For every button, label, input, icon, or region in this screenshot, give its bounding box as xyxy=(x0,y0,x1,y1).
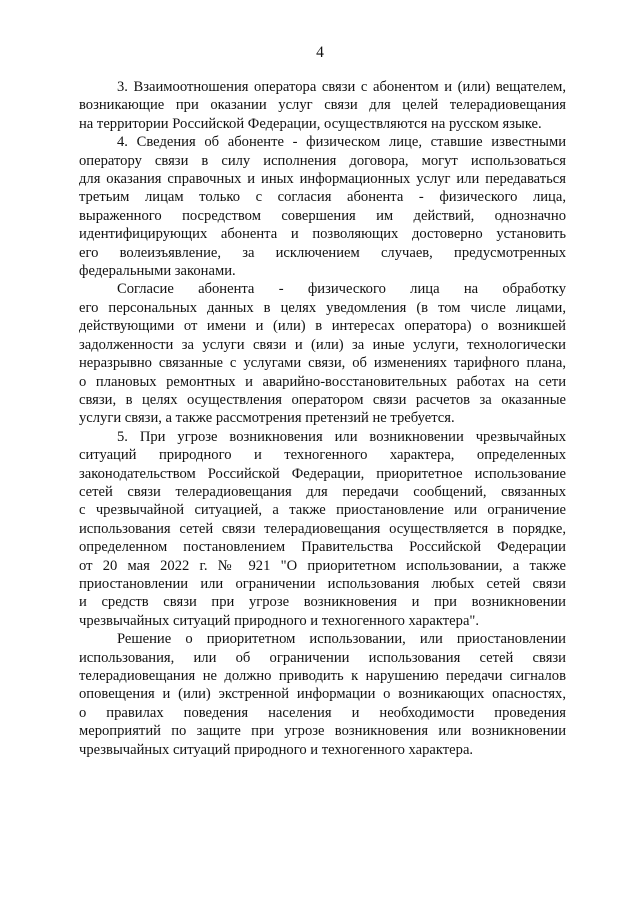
paragraph-line: выраженного посредством совершения им действий, однозначно xyxy=(79,207,566,224)
paragraph-3-communication-language xyxy=(79,78,566,133)
paragraph-line: действующими от имени и (или) в интересах оператора) о возникшей xyxy=(79,318,566,335)
paragraph-line: 3. Взаимоотношения оператора связи с абонентом и (или) вещателем, xyxy=(117,79,566,95)
paragraph-line: с чрезвычайной ситуацией, а также приостановление или ограничение xyxy=(79,502,566,519)
paragraph-line: 4. Сведения об абоненте - физическом лице, ставшие известными xyxy=(117,134,566,151)
paragraph-5-emergency-situations xyxy=(79,428,566,630)
paragraph-line: возникающие при оказании услуг связи для целей телерадиовещания xyxy=(79,97,566,114)
paragraph-line: задолженности за услуги связи и (или) за иные услуги, технологически xyxy=(79,336,566,353)
paragraph-line: приостановлении или ограничении использования любых сетей связи xyxy=(79,575,566,592)
paragraph-line: телерадиовещания не должно приводить к нарушению передачи сигналов xyxy=(79,668,566,684)
document-body xyxy=(79,78,566,759)
paragraph-line: федеральными законами. xyxy=(79,263,236,280)
paragraph-line: идентифицирующих абонента и позволяющих достоверно установить xyxy=(79,226,566,243)
paragraph-line: 5. При угрозе возникновения или возникновении чрезвычайных xyxy=(117,428,566,445)
paragraph-line: чрезвычайных ситуаций природного и техногенного характера. xyxy=(79,741,474,758)
paragraph-line: определенном постановлением Правительства Российской Федерации xyxy=(79,539,566,556)
paragraph-line: оповещения и (или) экстренной информации о возникающих опасностях, xyxy=(79,686,566,703)
paragraph-decision-priority-use xyxy=(79,630,566,759)
paragraph-line: Решение о приоритетном использовании, или приостановлении xyxy=(117,631,566,648)
paragraph-line: о плановых ремонтных и аварийно-восстановительных работах на сети xyxy=(79,373,566,390)
paragraph-line: неразрывно связанные с услугами связи, об изменениях тарифного плана, xyxy=(79,355,566,372)
paragraph-line: о правилах поведения населения и необходимости проведения xyxy=(79,704,566,721)
paragraph-line: его волеизъявление, за исключением случаев, предусмотренных xyxy=(79,244,566,261)
paragraph-consent-personal-data xyxy=(79,280,566,427)
paragraph-line: Согласие абонента - физического лица на обработку xyxy=(117,281,566,298)
paragraph-line: связи, в целях осуществления оператором связи расчетов за оказанные xyxy=(79,391,566,408)
paragraph-line: мероприятий по защите при угрозе возникновения или возникновении xyxy=(79,723,566,740)
paragraph-line: и средств связи при угрозе возникновения и при возникновении xyxy=(79,594,566,611)
paragraph-line: чрезвычайных ситуаций природного и техногенного характера". xyxy=(79,612,480,629)
paragraph-line: его персональных данных в целях уведомления (в том числе лицами, xyxy=(79,299,566,316)
paragraph-4-subscriber-data xyxy=(79,133,566,280)
paragraph-line: третьим лицам только с согласия абонента - физического лица, xyxy=(79,189,566,206)
paragraph-line: ситуаций природного и техногенного характера, определенных xyxy=(79,447,566,464)
page-number: 4 xyxy=(316,44,324,61)
paragraph-line: оператору связи в силу исполнения договора, могут использоваться xyxy=(79,152,566,169)
paragraph-line: сетей связи телерадиовещания для передачи сообщений, связанных xyxy=(79,483,566,500)
paragraph-line: от 20 мая 2022 г. № 921 "О приоритетном использовании, а также xyxy=(79,557,566,574)
paragraph-line: использования, или об ограничении использования сетей связи xyxy=(79,649,566,666)
paragraph-line: на территории Российской Федерации, осуществляются на русском языке. xyxy=(79,115,542,132)
paragraph-line: для оказания справочных и иных информационных услуг или передаваться xyxy=(79,171,566,188)
paragraph-line: использования сетей связи телерадиовещания осуществляется в порядке, xyxy=(79,520,566,537)
paragraph-line: услуги связи, а также рассмотрения претензий не требуется. xyxy=(79,410,455,427)
paragraph-line: законодательством Российской Федерации, приоритетное использование xyxy=(79,465,566,482)
